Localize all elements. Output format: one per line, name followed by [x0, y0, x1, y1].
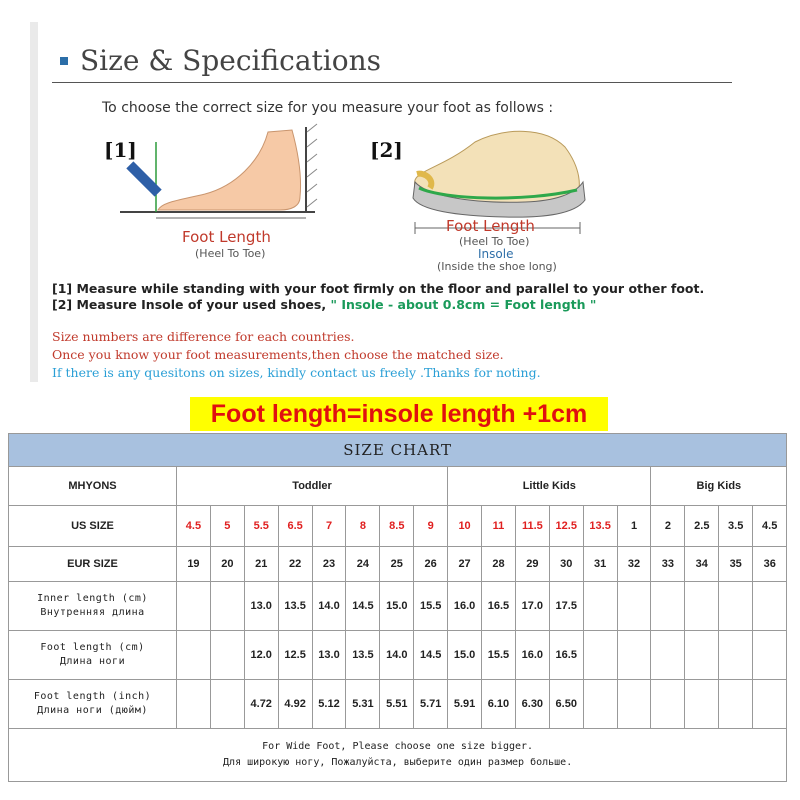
- figure-2-insole-label: Insole: [478, 247, 514, 261]
- foot-length-cm-cell: [685, 631, 719, 680]
- foot-length-cm-cell: [210, 631, 244, 680]
- foot-length-cm-cell: [617, 631, 651, 680]
- foot-length-cm-cell: 13.5: [346, 631, 380, 680]
- foot-length-cm-label-en: Foot length (cm): [40, 642, 145, 653]
- inner-length-cell: 16.0: [448, 582, 482, 631]
- inner-length-row: [9, 582, 787, 631]
- us-size-cell: 1: [617, 506, 651, 547]
- inner-length-label: [9, 582, 177, 631]
- inner-length-cell: [685, 582, 719, 631]
- foot-length-cm-cell: [719, 631, 753, 680]
- inner-length-cell: [617, 582, 651, 631]
- group-big-kids: Big Kids: [651, 467, 787, 506]
- eur-size-label: EUR SIZE: [9, 547, 177, 582]
- eur-size-cell: 27: [448, 547, 482, 582]
- eur-size-cell: 26: [414, 547, 448, 582]
- foot-length-inch-cell: 6.30: [515, 680, 549, 729]
- eur-size-cell: 30: [549, 547, 583, 582]
- us-size-cell: 5.5: [244, 506, 278, 547]
- foot-length-inch-cell: [583, 680, 617, 729]
- instruction-2-highlight: " Insole - about 0.8cm = Foot length ": [330, 297, 597, 312]
- eur-size-cell: 22: [278, 547, 312, 582]
- foot-length-inch-cell: [651, 680, 685, 729]
- eur-size-cell: 32: [617, 547, 651, 582]
- foot-length-cm-cell: 12.5: [278, 631, 312, 680]
- us-size-cell: 11.5: [515, 506, 549, 547]
- foot-length-inch-cell: [685, 680, 719, 729]
- inner-length-label-en: Inner length (cm): [37, 593, 148, 604]
- eur-size-cell: 19: [177, 547, 211, 582]
- section-title: Size & Specifications: [80, 44, 382, 77]
- foot-length-cm-cell: [651, 631, 685, 680]
- foot-length-inch-cell: [177, 680, 211, 729]
- inner-length-cell: 15.0: [380, 582, 414, 631]
- section-header: [60, 44, 381, 77]
- foot-length-cm-cell: 16.0: [515, 631, 549, 680]
- brand-cell: MHYONS: [9, 467, 177, 506]
- eur-size-cell: 35: [719, 547, 753, 582]
- foot-length-cm-cell: [583, 631, 617, 680]
- foot-length-inch-cell: [617, 680, 651, 729]
- instruction-2: [52, 297, 596, 312]
- us-size-cell: 3.5: [719, 506, 753, 547]
- us-size-cell: 9: [414, 506, 448, 547]
- figure-2-caption: Foot Length: [446, 217, 535, 235]
- eur-size-cell: 33: [651, 547, 685, 582]
- size-chart-title: SIZE CHART: [9, 434, 787, 467]
- foot-length-inch-cell: [719, 680, 753, 729]
- wide-foot-note-en: For Wide Foot, Please choose one size bigger.: [262, 741, 534, 752]
- instruction-2-text: [2] Measure Insole of your used shoes,: [52, 297, 331, 312]
- eur-size-cell: 31: [583, 547, 617, 582]
- foot-length-inch-cell: 6.10: [482, 680, 516, 729]
- foot-length-cm-row: [9, 631, 787, 680]
- foot-length-inch-label-en: Foot length (inch): [33, 691, 152, 702]
- foot-length-inch-label-ru: Длина ноги (дюйм): [37, 705, 148, 716]
- inner-length-cell: 14.0: [312, 582, 346, 631]
- foot-length-inch-label: [9, 680, 177, 729]
- us-size-cell: 2: [651, 506, 685, 547]
- inner-length-cell: 17.0: [515, 582, 549, 631]
- us-size-cell: 4.5: [177, 506, 211, 547]
- us-size-cell: 13.5: [583, 506, 617, 547]
- foot-length-inch-cell: 5.91: [448, 680, 482, 729]
- section-bullet-icon: [60, 57, 68, 65]
- figure-1-caption: Foot Length: [182, 228, 271, 246]
- inner-length-cell: 16.5: [482, 582, 516, 631]
- us-size-cell: 10: [448, 506, 482, 547]
- foot-length-inch-cell: 5.12: [312, 680, 346, 729]
- intro-text: To choose the correct size for you measure your foot as follows :: [102, 100, 554, 116]
- foot-length-cm-cell: [753, 631, 787, 680]
- foot-length-cm-label-ru: Длина ноги: [59, 656, 126, 667]
- us-size-cell: 7: [312, 506, 346, 547]
- foot-length-inch-cell: 4.92: [278, 680, 312, 729]
- figure-2-insole-sublabel: (Inside the shoe long): [437, 260, 557, 273]
- foot-length-inch-cell: [753, 680, 787, 729]
- eur-size-cell: 29: [515, 547, 549, 582]
- eur-size-row: [9, 547, 787, 582]
- foot-length-cm-cell: 14.5: [414, 631, 448, 680]
- inner-length-cell: [719, 582, 753, 631]
- size-chart-title-row: [9, 434, 787, 467]
- inner-length-cell: 13.0: [244, 582, 278, 631]
- figure-1-label: [1]: [104, 138, 137, 162]
- eur-size-cell: 28: [482, 547, 516, 582]
- us-size-cell: 4.5: [753, 506, 787, 547]
- inner-length-cell: [753, 582, 787, 631]
- foot-length-cm-cell: 14.0: [380, 631, 414, 680]
- instruction-1: [1] Measure while standing with your foot firmly on the floor and parallel to your other foot.: [52, 281, 705, 296]
- us-size-cell: 6.5: [278, 506, 312, 547]
- eur-size-cell: 36: [753, 547, 787, 582]
- figure-1-subcaption: (Heel To Toe): [195, 247, 266, 260]
- inner-length-cell: [177, 582, 211, 631]
- footer-row: [9, 729, 787, 782]
- foot-length-cm-cell: 15.0: [448, 631, 482, 680]
- us-size-cell: 11: [482, 506, 516, 547]
- group-little-kids: Little Kids: [448, 467, 651, 506]
- foot-length-cm-label: [9, 631, 177, 680]
- figure-2-label: [2]: [370, 138, 403, 162]
- foot-length-banner: Foot length=insole length +1cm: [190, 397, 608, 431]
- us-size-cell: 8.5: [380, 506, 414, 547]
- foot-length-cm-cell: [177, 631, 211, 680]
- inner-length-cell: 15.5: [414, 582, 448, 631]
- us-size-cell: 12.5: [549, 506, 583, 547]
- size-chart-table: [8, 433, 787, 782]
- foot-length-inch-row: [9, 680, 787, 729]
- foot-length-inch-cell: 5.31: [346, 680, 380, 729]
- eur-size-cell: 25: [380, 547, 414, 582]
- foot-length-inch-cell: 4.72: [244, 680, 278, 729]
- inner-length-cell: [583, 582, 617, 631]
- inner-length-cell: 14.5: [346, 582, 380, 631]
- inner-length-label-ru: Внутренняя длина: [40, 607, 145, 618]
- note-contact: If there is any quesitons on sizes, kindly contact us freely .Thanks for noting.: [52, 365, 541, 380]
- us-size-label: US SIZE: [9, 506, 177, 547]
- us-size-cell: 5: [210, 506, 244, 547]
- foot-length-inch-cell: [210, 680, 244, 729]
- note-red-2: Once you know your foot measurements,then choose the matched size.: [52, 347, 504, 362]
- eur-size-cell: 23: [312, 547, 346, 582]
- foot-length-cm-cell: 12.0: [244, 631, 278, 680]
- inner-length-cell: 13.5: [278, 582, 312, 631]
- foot-length-cm-cell: 15.5: [482, 631, 516, 680]
- eur-size-cell: 24: [346, 547, 380, 582]
- inner-length-cell: 17.5: [549, 582, 583, 631]
- foot-length-inch-cell: 5.71: [414, 680, 448, 729]
- eur-size-cell: 34: [685, 547, 719, 582]
- group-header-row: [9, 467, 787, 506]
- us-size-row: [9, 506, 787, 547]
- inner-length-cell: [651, 582, 685, 631]
- us-size-cell: 2.5: [685, 506, 719, 547]
- foot-length-inch-cell: 6.50: [549, 680, 583, 729]
- us-size-cell: 8: [346, 506, 380, 547]
- foot-measure-illustration: [110, 122, 325, 232]
- note-red-1: Size numbers are difference for each countries.: [52, 329, 355, 344]
- inner-length-cell: [210, 582, 244, 631]
- group-toddler: Toddler: [177, 467, 448, 506]
- foot-length-cm-cell: 13.0: [312, 631, 346, 680]
- eur-size-cell: 21: [244, 547, 278, 582]
- wide-foot-note-ru: Для широкую ногу, Пожалуйста, выберите один размер больше.: [223, 757, 573, 768]
- foot-length-cm-cell: 16.5: [549, 631, 583, 680]
- figure-2-subcaption: (Heel To Toe): [459, 235, 530, 248]
- section-divider: [52, 82, 732, 83]
- foot-length-inch-cell: 5.51: [380, 680, 414, 729]
- wide-foot-note: [9, 729, 787, 782]
- eur-size-cell: 20: [210, 547, 244, 582]
